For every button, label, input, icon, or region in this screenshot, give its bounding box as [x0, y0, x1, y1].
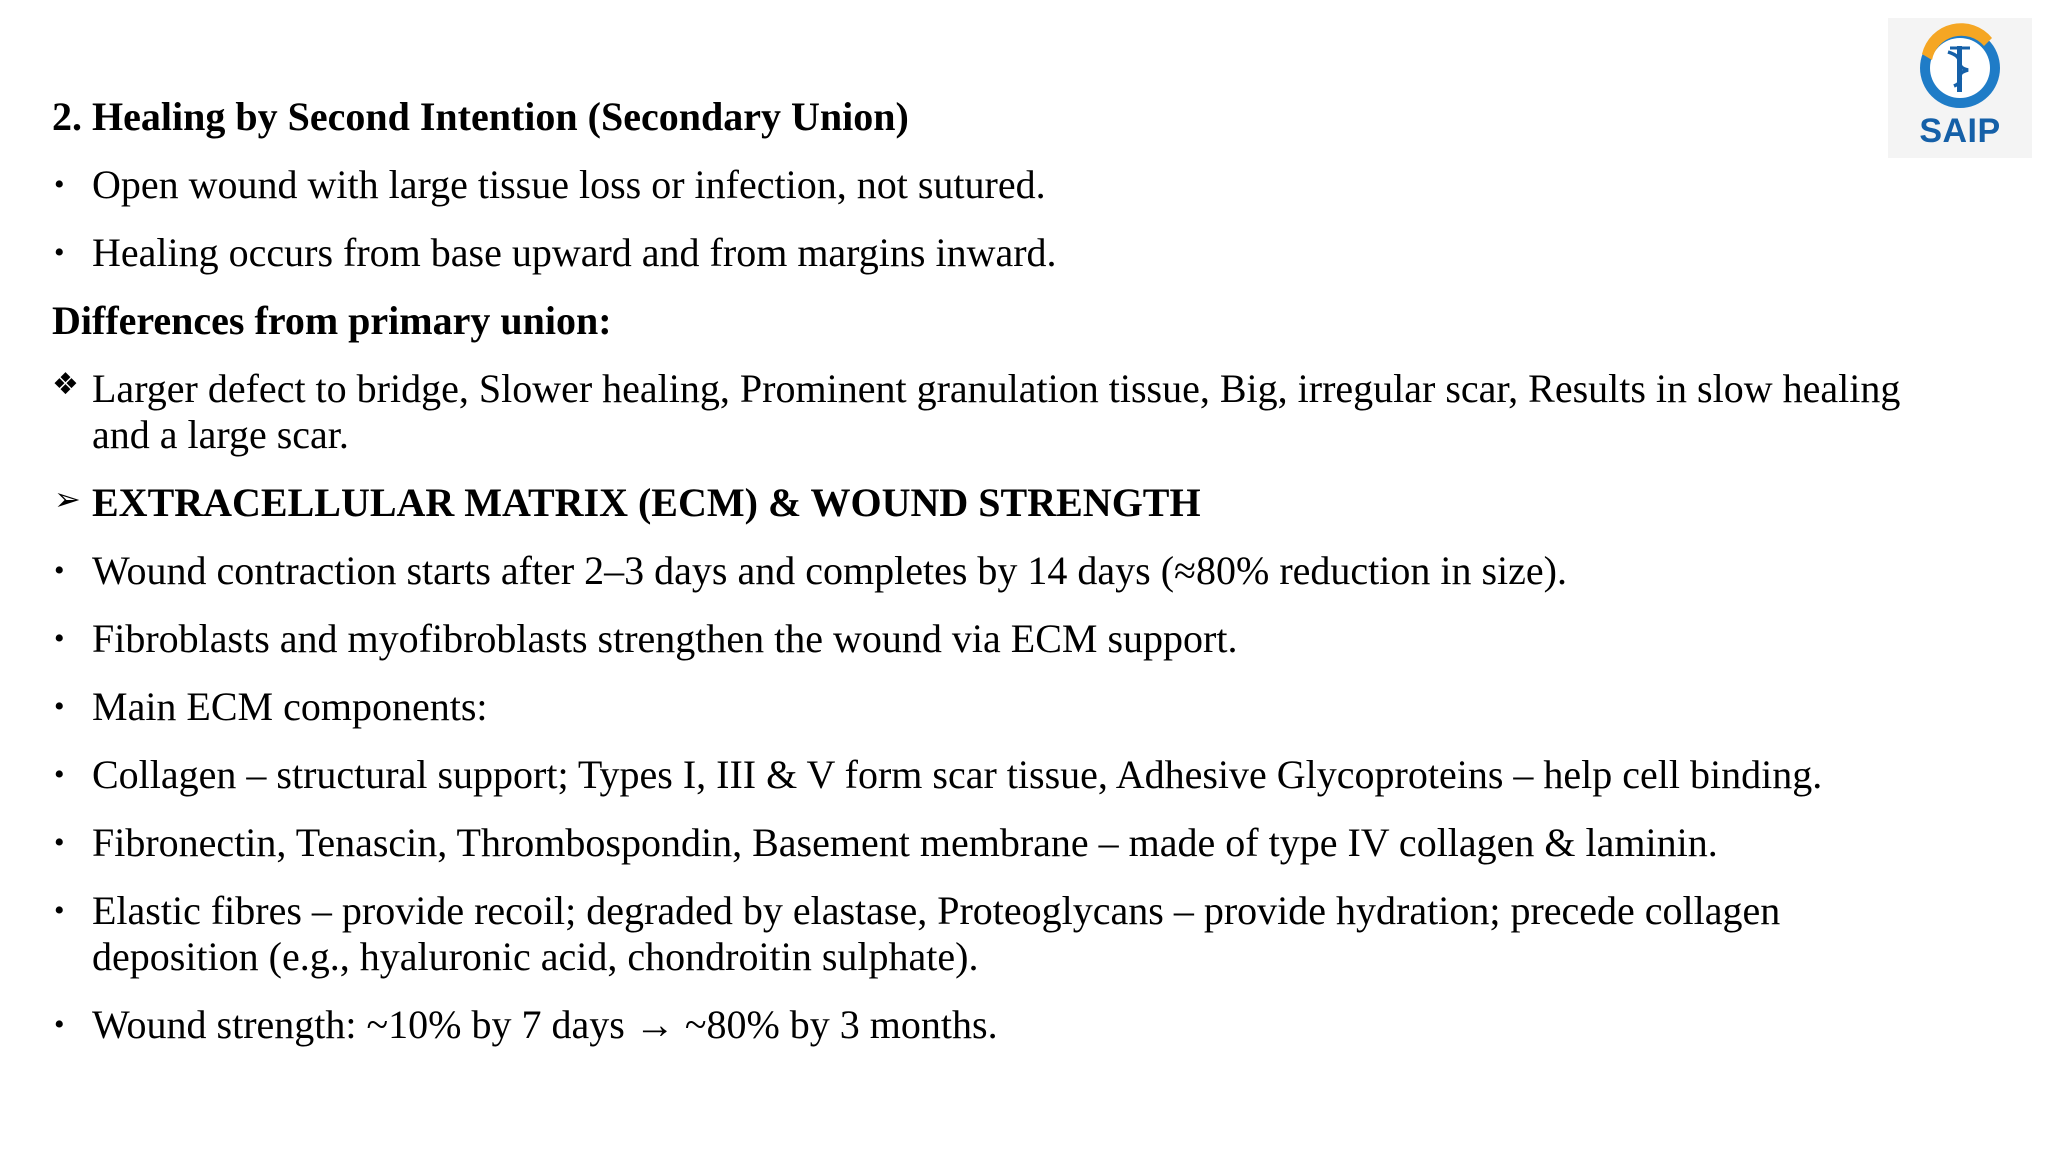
- diamond-bullet-icon: ❖: [52, 367, 79, 402]
- list-item: [52, 548, 1992, 594]
- list-item: [52, 684, 1992, 730]
- list-item: [52, 162, 1992, 208]
- bullet-marker: •: [54, 1008, 65, 1041]
- list-item-text: Elastic fibres – provide recoil; degraded by elastase, Proteoglycans – provide hydration; precede collagen deposition (e.g., hyaluronic acid, chondroitin sulphate).: [92, 888, 1781, 979]
- differences-heading: Differences from primary union:: [52, 298, 612, 343]
- bullet-marker: •: [54, 758, 65, 791]
- bullet-marker: •: [54, 168, 65, 201]
- saip-logo: [1888, 18, 2032, 158]
- ecm-heading-text: EXTRACELLULAR MATRIX (ECM) & WOUND STRENGTH: [92, 480, 1201, 525]
- list-item: [52, 616, 1992, 662]
- list-item: [52, 888, 1932, 980]
- logo-text: SAIP: [1919, 112, 2001, 150]
- list-item-text: Fibronectin, Tenascin, Thrombospondin, Basement membrane – made of type IV collagen & laminin.: [92, 820, 1718, 865]
- bullet-marker: •: [54, 236, 65, 269]
- list-item-text: Wound contraction starts after 2–3 days and completes by 14 days (≈80% reduction in size).: [92, 548, 1567, 593]
- list-item-text: Open wound with large tissue loss or infection, not sutured.: [92, 162, 1046, 207]
- list-item: [52, 752, 1992, 798]
- bullet-marker: •: [54, 554, 65, 587]
- list-item-text: Main ECM components:: [92, 684, 488, 729]
- list-item-text: Healing occurs from base upward and from margins inward.: [92, 230, 1057, 275]
- list-item-text: Collagen – structural support; Types I, III & V form scar tissue, Adhesive Glycoproteins – help cell binding.: [92, 752, 1823, 797]
- section-heading: 2. Healing by Second Intention (Secondary Union): [52, 94, 909, 139]
- list-item-text: Fibroblasts and myofibroblasts strengthen the wound via ECM support.: [92, 616, 1238, 661]
- bullet-marker: •: [54, 622, 65, 655]
- list-item: [52, 230, 1992, 276]
- bullet-marker: •: [54, 894, 65, 927]
- list-item: [52, 820, 1992, 866]
- differences-text: Larger defect to bridge, Slower healing, Prominent granulation tissue, Big, irregular scar, Results in slow healing and a large scar.: [92, 366, 1901, 457]
- bullet-marker: •: [54, 690, 65, 723]
- list-item-text: Wound strength: ~10% by 7 days → ~80% by 3 months.: [92, 1002, 998, 1047]
- list-item: [52, 1002, 1992, 1048]
- ecm-heading: [52, 480, 1992, 526]
- differences-item: [52, 366, 1932, 458]
- caduceus-icon: [1888, 18, 2032, 118]
- bullet-marker: •: [54, 826, 65, 859]
- arrow-bullet-icon: ➢: [54, 480, 81, 518]
